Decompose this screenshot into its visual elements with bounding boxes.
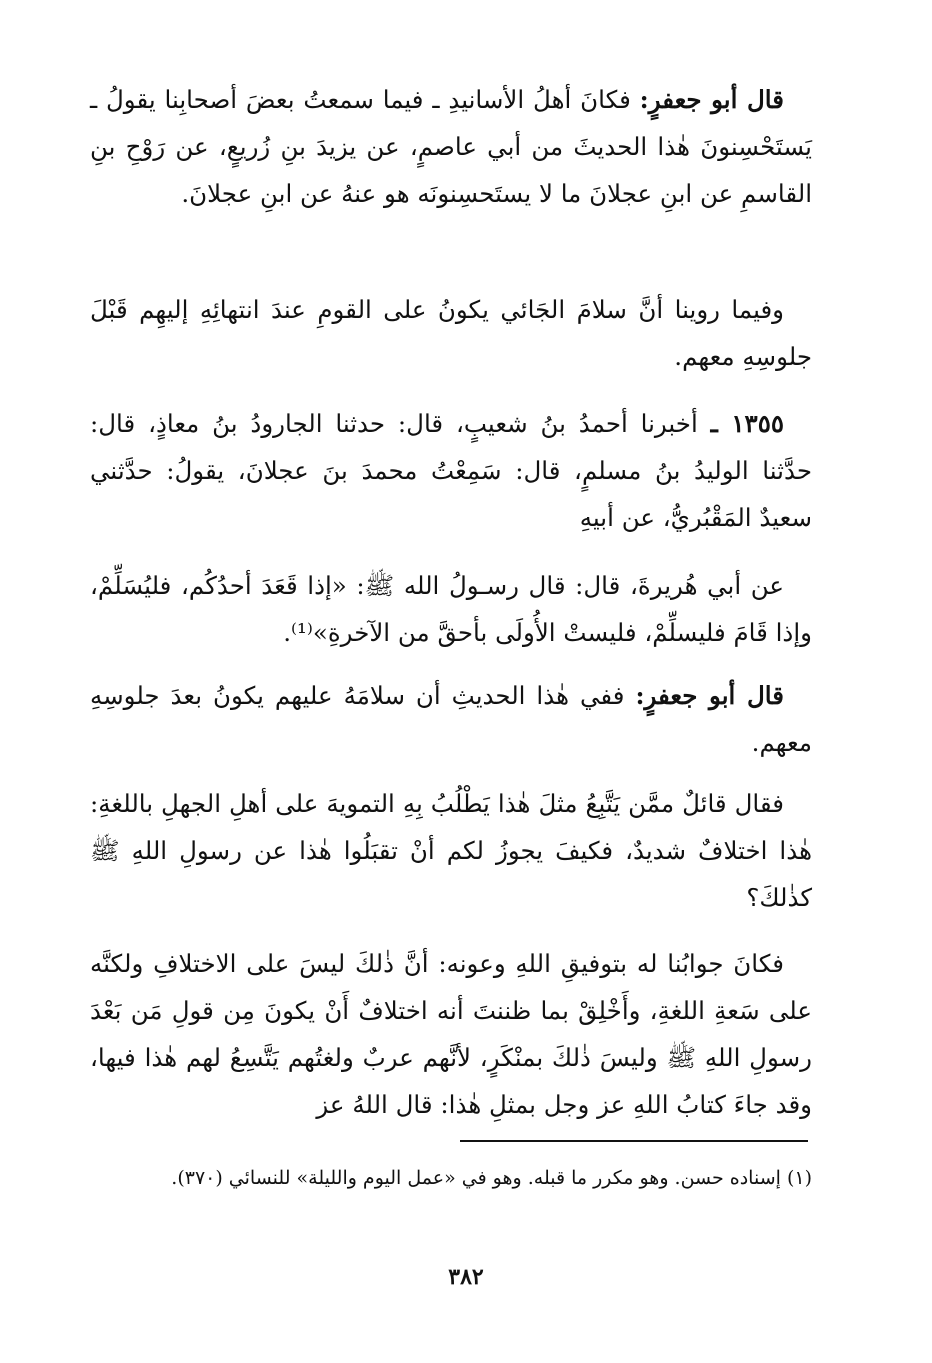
paragraph-6-text: فقال قائلٌ ممَّن يَتَّبِعُ مثلَ هٰذا يَطْلُبُ بِهِ التمويهَ على أهلِ الجهلِ باللغةِ: هٰذا اختلافٌ شديدٌ، فكيفَ يجوزُ لكم أنْ تقبَلُوا هٰذا عن رسولِ اللهِ ﷺ كذٰلكَ؟: [90, 789, 812, 912]
paragraph-2: [90, 286, 812, 380]
paragraph-2-text: وفيما روينا أنَّ سلامَ الجَائي يكونُ على القومِ عندَ انتهائِهِ إليهِم قَبْلَ جلوسِهِ معهم.: [90, 295, 812, 371]
footnote-divider: [460, 1140, 808, 1142]
paragraph-5-text: ففي هٰذا الحديثِ أن سلامَهُ عليهم يكونُ بعدَ جلوسِهِ معهم.: [90, 681, 812, 757]
paragraph-1-text: فكانَ أهلُ الأسانيدِ ـ فيما سمعتُ بعضَ أصحابِنا يقولُ ـ يَستَحْسِنونَ هٰذا الحديثَ من أبي عاصمٍ، عن يزيدَ بنِ زُريعٍ، عن رَوْحِ بنِ القاسمِ عن ابنِ عجلانَ ما لا يستَحسِنونَه هو عنهُ عن ابنِ عجلانَ.: [90, 85, 812, 208]
paragraph-5: [90, 672, 812, 766]
hadith-1355: [90, 400, 812, 541]
page-number: ٣٨٢: [448, 1264, 484, 1290]
paragraph-5-lead: قال أبو جعفرٍ:: [635, 681, 784, 710]
paragraph-1: [90, 76, 812, 217]
paragraph-4-text: عن أبي هُريرةَ، قال: قال رسـولُ الله ﷺ: «إذا قَعَدَ أحدُكُم، فليُسَلِّمْ، وإذا قَامَ فليسلِّمْ، فليستْ الأُولَى بأحقَّ من الآخرةِ»⁽¹⁾.: [90, 571, 812, 647]
paragraph-6: [90, 780, 812, 921]
hadith-number: ١٣٥٥ ـ: [710, 409, 785, 438]
paragraph-1-lead: قال أبو جعفرٍ:: [639, 85, 784, 114]
footnote: (١) إسناده حسن. وهو مكرر ما قبله. وهو في «عمل اليوم والليلة» للنسائي (٣٧٠).: [171, 1167, 812, 1189]
paragraph-7: [90, 940, 812, 1128]
paragraph-7-text: فكانَ جوابُنا له بتوفيقِ اللهِ وعونه: أنَّ ذٰلكَ ليسَ على الاختلافِ ولكنَّه على سَعةِ اللغةِ، وأَخْلِقْ بما ظننتَ أنه اختلافٌ أَنْ يكونَ مِن قولِ مَن بَعْدَ رسولِ اللهِ ﷺ وليسَ ذٰلكَ بمنْكَرٍ، لأنَّهم عربٌ ولغتُهم يَتَّسِعُ لهم هٰذا فيها، وقد جاءَ كتابُ اللهِ عز وجل بمثلِ هٰذا: قال اللهُ عز: [90, 949, 812, 1119]
hadith-matn: [90, 562, 812, 656]
hadith-isnad: أخبرنا أحمدُ بنُ شعيبٍ، قال: حدثنا الجارودُ بنُ معاذٍ، قال: حدَّثنا الوليدُ بنُ مسلمٍ، قال: سَمِعْتُ محمدَ بنَ عجلانَ، يقولُ: حدَّثني سعيدٌ المَقْبُريُّ، عن أبيهِ: [90, 409, 812, 532]
